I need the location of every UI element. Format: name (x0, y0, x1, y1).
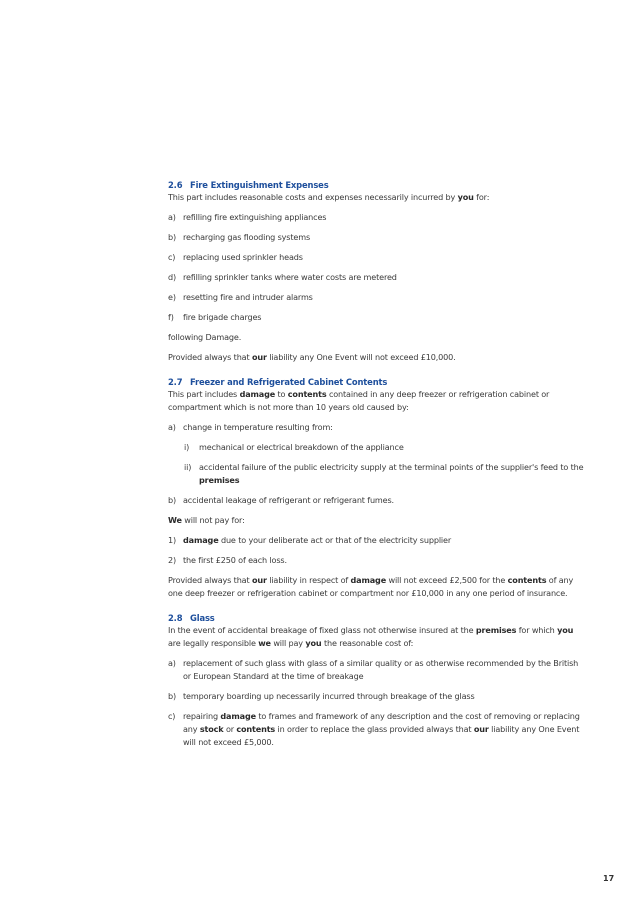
section-intro: This part includes reasonable costs and expenses necessarily incurred by you for: (168, 192, 490, 202)
sub-list-item: i) mechanical or electrical breakdown of the appliance (184, 442, 404, 452)
section-heading: 2.8 Glass (168, 613, 215, 623)
list-item: e) resetting fire and intruder alarms (168, 292, 313, 302)
list-item: a) refilling fire extinguishing appliances (168, 212, 327, 222)
list-item: b) temporary boarding up necessarily incurred through breakage of the glass (168, 691, 475, 701)
list-item: c) replacing used sprinkler heads (168, 252, 303, 262)
sub-list-item: ii) accidental failure of the public electricity supply at the terminal points of the supplier's feed to the premises (184, 462, 584, 485)
section-heading: 2.6 Fire Extinguishment Expenses (168, 180, 329, 190)
section-2-8 (168, 612, 588, 749)
list-item: a) change in temperature resulting from: (168, 422, 333, 432)
document-body (168, 179, 588, 756)
proviso-text: Provided always that our liability any One Event will not exceed £10,000. (168, 352, 456, 362)
list-item: d) refilling sprinkler tanks where water costs are metered (168, 272, 397, 282)
page-number: 17 (603, 874, 615, 883)
exclusions-intro: We will not pay for: (168, 515, 245, 525)
list-item: c) repairing damage to frames and framework of any description and the cost of removing or replacing any stock or contents in order to replace the glass provided always that our liability any One Event will not exceed £5,000. (168, 711, 580, 747)
exclusion-item: 2) the first £250 of each loss. (168, 555, 287, 565)
section-2-6 (168, 179, 588, 364)
proviso-text: Provided always that our liability in respect of damage will not exceed £2,500 for the contents of any one deep freezer or refrigeration cabinet or compartment nor £10,000 in any one period of insurance. (168, 575, 574, 598)
section-heading: 2.7 Freezer and Refrigerated Cabinet Contents (168, 377, 388, 387)
list-item: f) fire brigade charges (168, 312, 262, 322)
following-text: following Damage. (168, 332, 242, 342)
exclusion-item: 1) damage due to your deliberate act or that of the electricity supplier (168, 535, 452, 545)
section-intro: In the event of accidental breakage of fixed glass not otherwise insured at the premises for which you are legally responsible we will pay you the reasonable cost of: (168, 625, 574, 648)
list-item: a) replacement of such glass with glass of a similar quality or as otherwise recommended by the British or European Standard at the time of breakage (168, 658, 579, 681)
section-2-7 (168, 376, 588, 600)
list-item: b) recharging gas flooding systems (168, 232, 311, 242)
section-intro: This part includes damage to contents contained in any deep freezer or refrigeration cabinet or compartment which is not more than 10 years old caused by: (168, 389, 550, 412)
list-item: b) accidental leakage of refrigerant or refrigerant fumes. (168, 495, 394, 505)
